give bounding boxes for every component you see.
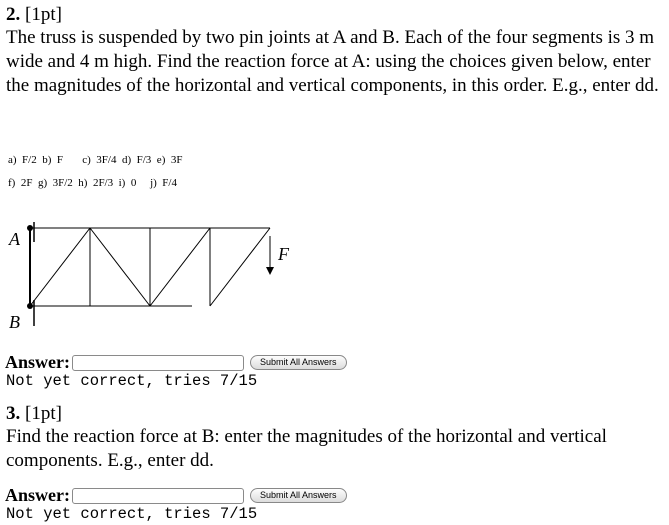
- q3-number: 3.: [6, 403, 21, 424]
- truss-diagram: [0, 222, 310, 334]
- q2-answer-row: [5, 352, 347, 373]
- q2-choices-line2: f) 2F g) 3F/2 h) 2F/3 i) 0 j) F/4: [8, 177, 177, 189]
- joint-b: [27, 303, 33, 309]
- truss-diagonal-4: [210, 228, 270, 306]
- q2-answer-label: Answer:: [5, 352, 70, 372]
- label-a: A: [9, 229, 20, 249]
- q2-answer-input[interactable]: [72, 355, 244, 371]
- q3-text: Find the reaction force at B: enter the magnitudes of the horizontal and vertical components. E.g., enter dd.: [6, 426, 607, 471]
- q3-answer-input[interactable]: [72, 488, 244, 504]
- q3-answer-label: Answer:: [5, 485, 70, 505]
- truss-diagonal-3: [150, 228, 210, 306]
- label-b: B: [9, 312, 20, 332]
- q3-points: [1pt]: [25, 403, 62, 424]
- q3-status: Not yet correct, tries 7/15: [6, 505, 258, 523]
- force-arrow-head: [266, 267, 274, 275]
- q3-header: [6, 403, 62, 425]
- truss-diagonal-1: [30, 228, 90, 306]
- q2-submit-button[interactable]: Submit All Answers: [250, 355, 347, 370]
- q2-header: [6, 4, 62, 26]
- q2-number: 2.: [6, 4, 21, 25]
- label-f: F: [278, 244, 289, 264]
- q2-points: [1pt]: [25, 4, 62, 25]
- q2-status: Not yet correct, tries 7/15: [6, 372, 258, 390]
- joint-a: [27, 225, 33, 231]
- truss-diagonal-2: [90, 228, 150, 306]
- q3-submit-button[interactable]: Submit All Answers: [250, 488, 347, 503]
- q3-answer-row: [5, 485, 347, 506]
- q2-choices-line1: a) F/2 b) F c) 3F/4 d) F/3 e) 3F: [8, 154, 183, 166]
- q2-text: The truss is suspended by two pin joints at A and B. Each of the four segments is 3 m wide and 4 m high. Find the reaction force at A: using the choices given below, enter the magnitudes of the horizontal and vertical components, in this order. E.g., enter dd.: [6, 27, 659, 96]
